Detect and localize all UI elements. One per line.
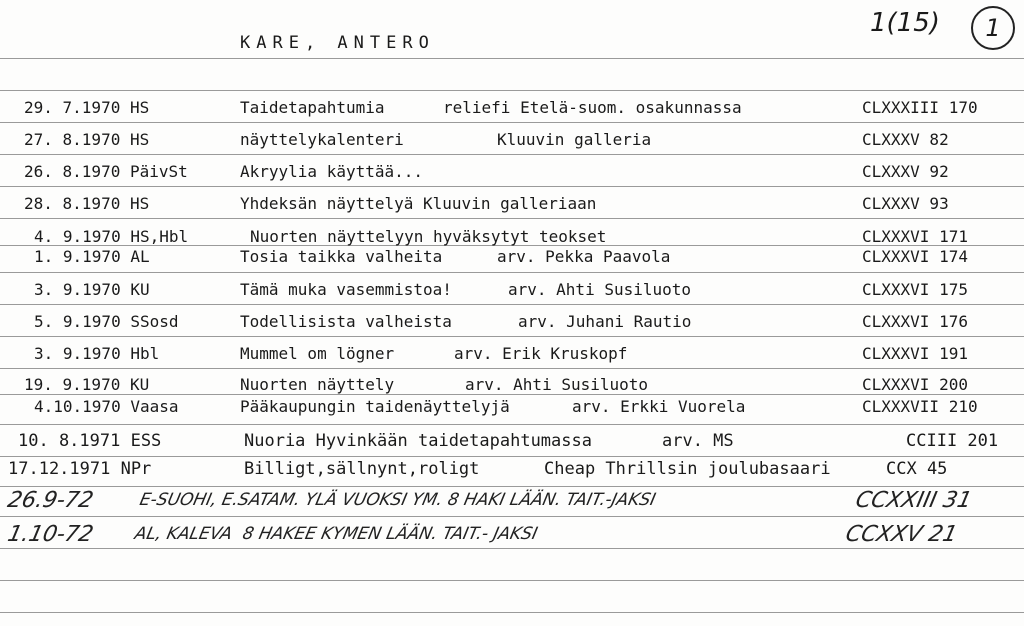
- handwritten-ref: CCXXV 21: [843, 522, 960, 547]
- entry-note: arv. Pekka Paavola: [497, 247, 671, 266]
- handwritten-date: 1.10-72: [5, 522, 96, 547]
- rule-line: [0, 548, 1024, 549]
- card-number: 1: [985, 14, 1001, 42]
- entry-date: 17.12.1971 NPr: [8, 459, 152, 479]
- entry-ref: CLXXXVI 176: [862, 312, 968, 331]
- entry-note: arv. MS: [662, 431, 734, 451]
- entry-ref: CLXXXVI 174: [862, 247, 968, 266]
- entry-title: Nuorten näyttelyyn hyväksytyt teokset: [250, 227, 607, 246]
- entry-date: 3. 9.1970 KU: [34, 280, 150, 299]
- entry-note: Kluuvin galleria: [497, 130, 652, 149]
- rule-line: [0, 394, 1024, 395]
- entry-ref: CLXXXIII 170: [862, 98, 978, 117]
- entry-ref: CLXXXVII 210: [862, 397, 978, 416]
- rule-line: [0, 486, 1024, 487]
- entry-date: 27. 8.1970 HS: [24, 130, 150, 149]
- entry-note: arv. Ahti Susiluoto: [465, 375, 649, 394]
- entry-date: 4.10.1970 Vaasa: [34, 397, 179, 416]
- entry-title: Pääkaupungin taidenäyttelyjä: [240, 397, 510, 416]
- entry-ref: CLXXXV 92: [862, 162, 949, 181]
- entry-date: 19. 9.1970 KU: [24, 375, 150, 394]
- handwritten-text: E-SUOHI, E.SATAM. YLÄ VUOKSI YM. 8 HAKI LÄÄN. TAIT.-JAKSI: [137, 490, 658, 510]
- rule-line: [0, 90, 1024, 91]
- entry-ref: CLXXXVI 191: [862, 344, 968, 363]
- rule-line: [0, 154, 1024, 155]
- rule-line: [0, 58, 1024, 59]
- entry-title: Tosia taikka valheita: [240, 247, 443, 266]
- entry-date: 4. 9.1970 HS,Hbl: [34, 227, 189, 246]
- card-number-circle: [971, 6, 1015, 50]
- entry-date: 26. 8.1970 PäivSt: [24, 162, 188, 181]
- rule-line: [0, 612, 1024, 613]
- sheet-count: 1(15): [870, 8, 940, 38]
- rule-line: [0, 122, 1024, 123]
- entry-title: näyttelykalenteri: [240, 130, 404, 149]
- entry-date: 5. 9.1970 SSosd: [34, 312, 179, 331]
- entry-title: Nuoria Hyvinkään taidetapahtumassa: [244, 431, 592, 451]
- rule-line: [0, 368, 1024, 369]
- entry-title: Todellisista valheista: [240, 312, 452, 331]
- rule-line: [0, 424, 1024, 425]
- rule-line: [0, 516, 1024, 517]
- entry-note: reliefi Etelä-suom. osakunnassa: [443, 98, 742, 117]
- entry-note: arv. Erkki Vuorela: [572, 397, 746, 416]
- card-name: KARE, ANTERO: [240, 33, 435, 53]
- rule-line: [0, 304, 1024, 305]
- handwritten-date: 26.9-72: [5, 488, 96, 513]
- entry-date: 10. 8.1971 ESS: [18, 431, 162, 451]
- entry-note: Cheap Thrillsin joulubasaari: [544, 459, 831, 479]
- rule-line: [0, 580, 1024, 581]
- entry-ref: CLXXXVI 171: [862, 227, 968, 246]
- entry-ref: CLXXXVI 175: [862, 280, 968, 299]
- entry-title: Akryylia käyttää...: [240, 162, 424, 181]
- entry-ref: CLXXXVI 200: [862, 375, 968, 394]
- entry-title: Taidetapahtumia: [240, 98, 385, 117]
- entry-date: 28. 8.1970 HS: [24, 194, 150, 213]
- rule-line: [0, 218, 1024, 219]
- entry-title: Tämä muka vasemmistoa!: [240, 280, 452, 299]
- rule-line: [0, 336, 1024, 337]
- entry-ref: CLXXXV 82: [862, 130, 949, 149]
- entry-note: arv. Juhani Rautio: [518, 312, 692, 331]
- entry-title: Nuorten näyttely: [240, 375, 395, 394]
- entry-title: Yhdeksän näyttelyä Kluuvin galleriaan: [240, 194, 597, 213]
- rule-line: [0, 272, 1024, 273]
- entry-ref: CCIII 201: [906, 431, 999, 451]
- entry-date: 1. 9.1970 AL: [34, 247, 150, 266]
- entry-date: 3. 9.1970 Hbl: [34, 344, 160, 363]
- rule-line: [0, 456, 1024, 457]
- entry-date: 29. 7.1970 HS: [24, 98, 150, 117]
- entry-ref: CLXXXV 93: [862, 194, 949, 213]
- handwritten-text: AL, KALEVA 8 HAKEE KYMEN LÄÄN. TAIT.- JAKSI: [132, 524, 540, 544]
- entry-note: arv. Erik Kruskopf: [454, 344, 628, 363]
- entry-ref: CCX 45: [886, 459, 948, 479]
- entry-title: Billigt,sällnynt,roligt: [244, 459, 480, 479]
- entry-title: Mummel om lögner: [240, 344, 395, 363]
- handwritten-ref: CCXXIII 31: [853, 488, 974, 513]
- entry-note: arv. Ahti Susiluoto: [508, 280, 692, 299]
- rule-line: [0, 186, 1024, 187]
